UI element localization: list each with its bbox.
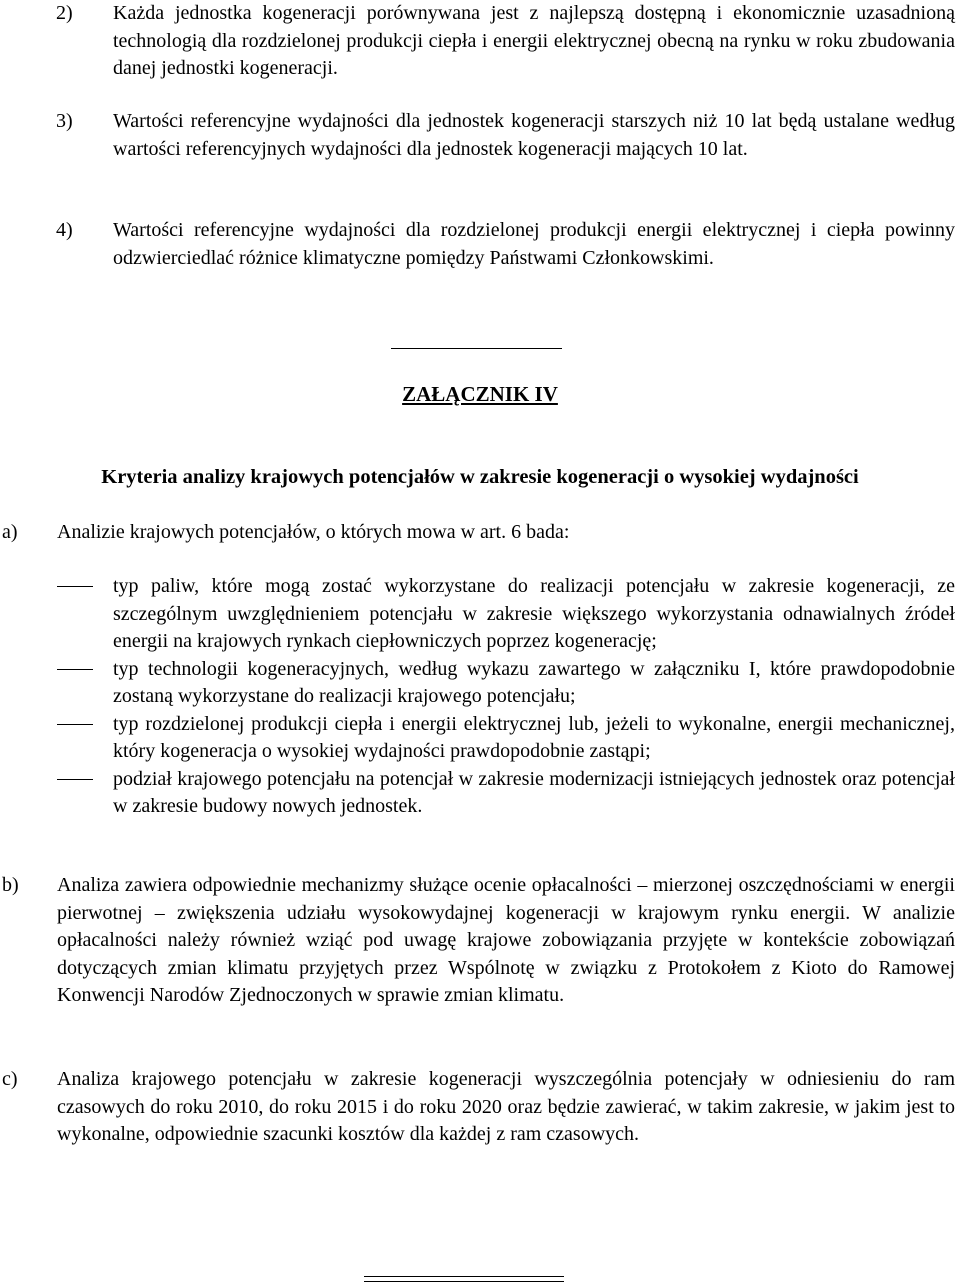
list-item-text: podział krajowego potencjału na potencjał w zakresie modernizacji istniejących jednostek oraz potencjał w zakresie budowy nowych jednostek. [113,767,955,817]
section-b [2,872,955,1010]
list-item-text: typ paliw, które mogą zostać wykorzystane do realizacji potencjału w zakresie kogeneracji, ze szczególnym uwzględnieniem potencjału w zakresie większego wykorzystania odnawialnych źródeł energii na krajowych rynkach ciepłowniczych poprzez kogenerację; [113,575,955,652]
list-item-2 [56,0,955,83]
section-text: Analiza zawiera odpowiednie mechanizmy służące ocenie opłacalności – mierzonej oszczędnościami w energii pierwotnej – zwiększenia udziału wysokowydajnej kogeneracji w krajowym rynku energii. W analizie opłacalności należy również wziąć pod uwagę krajowe zobowiązania przyjęte w kontekście zobowiązań dotyczących zmian klimatu przyjętych przez Wspólnotę w związku z Protokołem z Kioto do Ramowej Konwencji Narodów Zjednoczonych w sprawie zmian klimatu. [57,874,955,1006]
item-number: 2) [56,2,73,24]
item-text: Wartości referencyjne wydajności dla rozdzielonej produkcji energii elektrycznej i ciepła powinny odzwierciedlać różnice klimatyczne pomiędzy Państwami Członkowskimi. [113,219,955,269]
list-item [57,711,955,766]
section-separator [391,348,562,349]
section-a [2,519,955,547]
annex-title [0,381,960,409]
section-label: c) [2,1068,18,1090]
annex-title-text: ZAŁĄCZNIK IV [402,382,558,406]
item-number: 4) [56,219,73,241]
dash-bullet [57,724,93,725]
item-text: Wartości referencyjne wydajności dla jednostek kogeneracji starszych niż 10 lat będą ustalane według wartości referencyjnych wydajności dla jednostek kogeneracji mających 10 lat. [113,110,955,160]
item-text: Każda jednostka kogeneracji porównywana jest z najlepszą dostępną i ekonomicznie uzasadnioną technologią dla rozdzielonej produkcji ciepła i energii elektrycznej obecną na rynku w roku zbudowania danej jednostki kogeneracji. [113,2,955,79]
footer-rule [364,1276,564,1282]
list-item-text: typ technologii kogeneracyjnych, według wykazu zawartego w załączniku I, które prawdopodobnie zostaną wykorzystane do realizacji krajowego potencjału; [113,657,955,707]
item-number: 3) [56,110,73,132]
list-item-3 [56,108,955,163]
list-item [57,656,955,711]
dash-bullet [57,779,93,780]
list-item-4 [56,217,955,272]
annex-subtitle: Kryteria analizy krajowych potencjałów w zakresie kogeneracji o wysokiej wydajności [101,466,859,488]
section-label: a) [2,521,18,543]
list-item [57,573,955,656]
list-item-text: typ rozdzielonej produkcji ciepła i energii elektrycznej lub, jeżeli to wykonalne, energii mechanicznej, który kogeneracja o wysokiej wydajności prawdopodobnie zastąpi; [113,712,955,762]
section-text: Analizie krajowych potencjałów, o których mowa w art. 6 bada: [57,521,570,543]
section-text: Analiza krajowego potencjału w zakresie kogeneracji wyszczególnia potencjały w odniesieniu do ram czasowych do roku 2010, do roku 2015 i do roku 2020 oraz będzie zawierać, w takim zakresie, w jakim jest to wykonalne, odpowiednie szacunki kosztów dla każdej z ram czasowych. [57,1068,955,1145]
section-label: b) [2,874,19,896]
list-item [57,766,955,821]
bullet-list [57,573,955,821]
dash-bullet [57,586,93,587]
dash-bullet [57,669,93,670]
section-c [2,1066,955,1149]
